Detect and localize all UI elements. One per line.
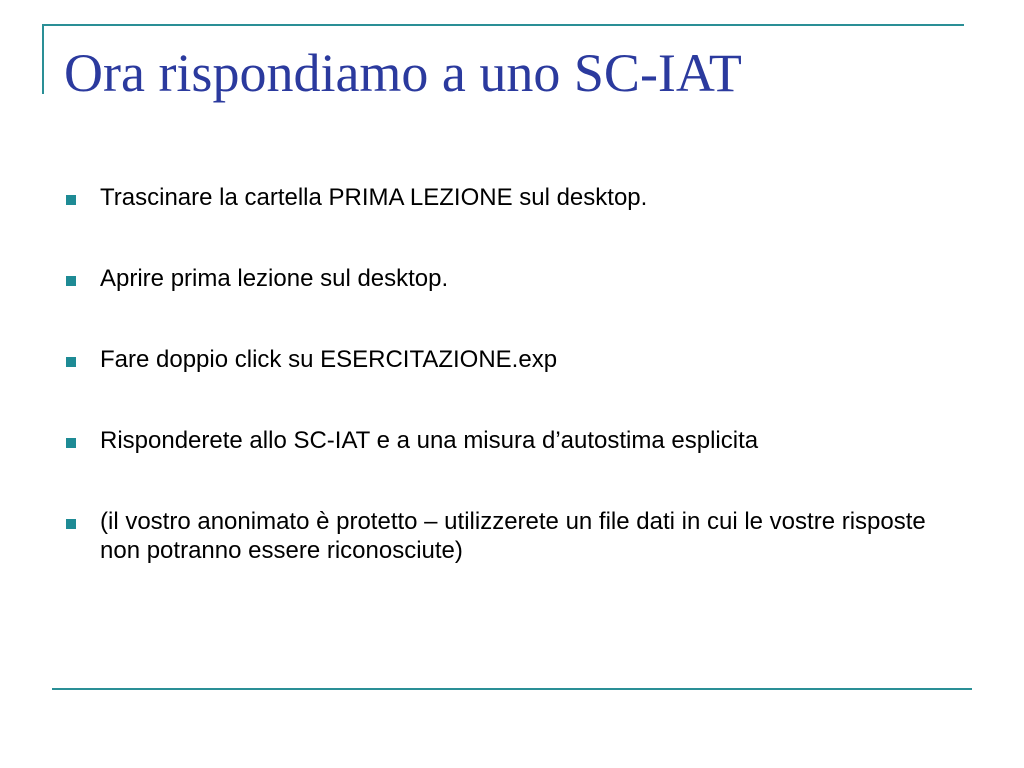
bullet-text: Aprire prima lezione sul desktop. (100, 265, 449, 292)
frame-top-line (42, 24, 964, 26)
frame-left-line (42, 24, 44, 94)
square-bullet-icon (66, 519, 76, 529)
square-bullet-icon (66, 195, 76, 205)
square-bullet-icon (66, 438, 76, 448)
bullet-text: (il vostro anonimato è protetto – utilizzerete un file dati in cui le vostre risposte non potranno essere riconosciute) (100, 508, 926, 564)
frame-bottom-line (52, 688, 972, 690)
square-bullet-icon (66, 276, 76, 286)
bullet-item (66, 183, 956, 212)
bullet-item (66, 264, 956, 293)
bullet-item (66, 345, 956, 374)
bullet-item (66, 426, 956, 455)
bullet-text: Fare doppio click su ESERCITAZIONE.exp (100, 346, 558, 373)
bullet-text: Trascinare la cartella PRIMA LEZIONE sul desktop. (100, 184, 648, 211)
square-bullet-icon (66, 357, 76, 367)
bullet-list (66, 183, 956, 617)
slide-title: Ora rispondiamo a uno SC-IAT (64, 43, 742, 103)
bullet-item (66, 507, 956, 565)
bullet-text: Risponderete allo SC-IAT e a una misura d’autostima esplicita (100, 427, 759, 454)
